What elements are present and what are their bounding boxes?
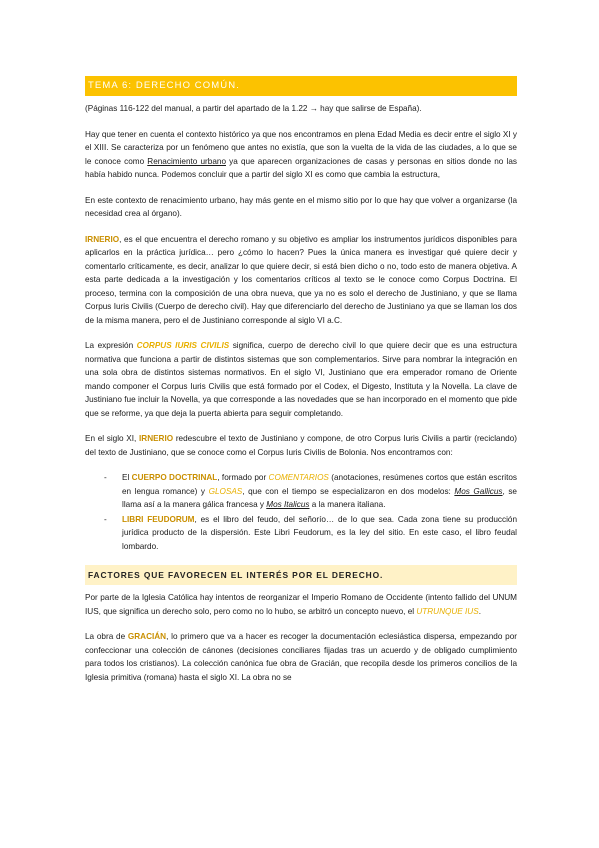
paragraph-iglesia: Por parte de la Iglesia Católica hay intentos de reorganizar el Imperio Romano de Occidente (intento fallido del UNUM IUS, que significa un derecho solo, pero como no lo hubo, se arbitró un concepto nuevo, el UTRUNQUE IUS. — [85, 593, 517, 616]
corpus-iuris-civilis-term: CORPUS IURIS CIVILIS — [136, 341, 230, 350]
utrunque-ius-term: UTRUNQUE IUS — [416, 606, 479, 616]
cuerpo-doctrinal-term: CUERPO DOCTRINAL — [131, 473, 218, 482]
list-item-cuerpo-doctrinal: - El CUERPO DOCTRINAL, formado por COMENTARIOS (anotaciones, resúmenes cortos que están escritos en lengua romance) y GLOSAS, que con el tiempo se especializaron en dos modelos: Mos Gallicus, se llama así a la manera gálica francesa y Mos Italicus a la manera italiana. — [104, 473, 517, 509]
mos-gallicus-term: Mos Gallicus — [454, 486, 503, 496]
irnerio-term: IRNERIO — [85, 234, 120, 244]
paragraph-corpus-iuris: La expresión CORPUS IURIS CIVILIS significa, cuerpo de derecho civil lo que quiere decir que es una estructura normativa que funciona a partir de distintos sistemas que son complementarios. Sirve para nombrar la integración en una sola obra de distintos sistemas normativos. En el siglo VI, Justiniano que era emperador romano de Oriente mando componer el Corpus Iuris Civilis que está formado por el Codex, el Digesto, Instituta y la Novella. La clave de Justiniano fue incluir la Novella, ya que corresponde a las novedades que se han incorporado en el momento que pide que se reforme, ya que deja la puerta abierta para seguir completando. — [85, 341, 517, 418]
libri-feudorum-term: LIBRI FEUDORUM — [122, 514, 195, 524]
graciano-term: GRACIÁN — [127, 632, 167, 641]
page-reference: (Páginas 116-122 del manual, a partir del apartado de la 1.22 → hay que salirse de España). — [85, 104, 422, 113]
paragraph-graciano: La obra de GRACIÁN, lo primero que va a hacer es recoger la documentación eclesiástica dispersa, empezando por confeccionar una colección de cánones (decisiones conciliares fijadas tras un acuerdo y de obligado cumplimiento para todos los cristianos). La colección canónica fue obra de Gracián, que recopila desde los primeros concilios de la Iglesia primitiva (romana) hasta el siglo XI. La obra no se — [85, 632, 517, 682]
paragraph-siglo-xi: En el siglo XI, IRNERIO redescubre el texto de Justiniano y compone, de otro Corpus Iuris Civilis a partir (reciclando) del texto de Justiniano, que se conoce como el Corpus Iuris Civilis de Bolonia. Nos encontramos con: — [85, 434, 517, 457]
paragraph-context: Hay que tener en cuenta el contexto histórico ya que nos encontramos en plena Edad Media es decir entre el siglo XI y el XIII. Se caracteriza por un fenómeno que antes no existía, que son la vuelta de la vida de las ciudades, a lo que se le conoce como Renacimiento urbano ya que aparecen organizaciones de casas y personas en sitios donde no las había habido nunca. Podemos concluir que a partir del siglo XI es como que cambia la estructura, — [85, 129, 517, 179]
list-item-libri-feudorum: - LIBRI FEUDORUM, es el libro del feudo, del señorío… de lo que sea. Cada zona tiene su producción jurídica producto de la dispersión. Este Libri Feudorum, es la ley del sitio. En este caso, el libro feudal lombardo. — [104, 514, 517, 551]
comentarios-term: COMENTARIOS — [268, 473, 329, 482]
irnerio-term-2: IRNERIO — [139, 434, 174, 443]
document-body — [85, 76, 517, 696]
glosas-term: GLOSAS — [208, 486, 243, 496]
section-title: TEMA 6: DERECHO COMÚN. — [85, 76, 517, 96]
bullet-list — [85, 471, 517, 553]
dash-bullet: - — [104, 473, 107, 482]
paragraph-renacimiento: En este contexto de renacimiento urbano, hay más gente en el mismo sitio por lo que hay que volver a organizarse (la necesidad crea al órgano). — [85, 195, 517, 218]
mos-italicus-term: Mos Italicus — [266, 500, 310, 509]
section-subtitle: FACTORES QUE FAVORECEN EL INTERÉS POR EL DERECHO. — [85, 565, 517, 585]
dash-bullet: - — [104, 514, 107, 524]
paragraph-irnerio: IRNERIO, es el que encuentra el derecho romano y su objetivo es ampliar los instrumentos jurídicos disponibles para aplicarlos en la práctica jurídica… pero ¿cómo lo hacen? Pues la única manera es investigar qué quiere decir y comentarlo críticamente, es decir, analizar lo que quiere decir, si está bien dicho o no, todo esto de manera objetiva. A esta parte dedicada a la investigación y los comentarios críticos al texto se le conoce como Corpus Doctrina. El proceso, termina con la composición de una obra nueva, que ya no es solo el derecho de Justiniano, y que se llama Corpus Iuris Civilis (Cuerpo de derecho civil). Hay que diferenciarlo del derecho de Justiniano ya que se llaman los dos de la misma manera, pero el de Justiniano corresponde al siglo VI a.C. — [85, 234, 517, 325]
renacimiento-urbano-term: Renacimiento urbano — [147, 156, 226, 166]
